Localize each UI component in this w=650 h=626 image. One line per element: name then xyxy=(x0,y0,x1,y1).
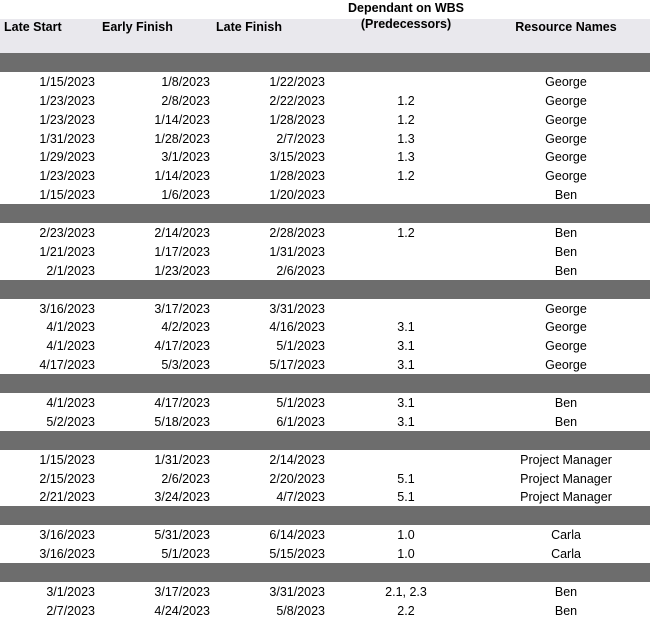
cell-dependant: 5.1 xyxy=(397,471,415,486)
cell-late-finish: 3/31/2023 xyxy=(269,301,325,316)
cell-resource-name: Ben xyxy=(554,263,578,278)
group-separator-row xyxy=(0,431,650,450)
cell-dependant: 3.1 xyxy=(397,396,415,411)
table-row xyxy=(0,544,650,563)
table-row xyxy=(0,582,650,601)
cell-early-finish: 4/2/2023 xyxy=(161,320,210,335)
cell-early-finish: 1/28/2023 xyxy=(154,131,210,146)
table-row xyxy=(0,185,650,204)
column-header-resource-names: Resource Names xyxy=(515,20,617,34)
cell-resource-name: Project Manager xyxy=(520,452,612,467)
cell-resource-name: Ben xyxy=(554,603,578,618)
cell-resource-name: Ben xyxy=(554,244,578,259)
cell-dependant: 1.2 xyxy=(397,93,415,108)
cell-late-finish: 3/31/2023 xyxy=(269,584,325,599)
cell-late-finish: 2/28/2023 xyxy=(269,226,325,241)
cell-early-finish: 1/14/2023 xyxy=(154,112,210,127)
cell-dependant: 3.1 xyxy=(397,358,415,373)
table-row xyxy=(0,393,650,412)
cell-early-finish: 5/3/2023 xyxy=(161,358,210,373)
column-header-late-finish: Late Finish xyxy=(216,20,282,34)
cell-late-start: 3/16/2023 xyxy=(39,301,95,316)
cell-late-finish: 3/15/2023 xyxy=(269,150,325,165)
column-header-early-finish: Early Finish xyxy=(102,20,173,34)
table-row xyxy=(0,261,650,280)
cell-late-start: 2/1/2023 xyxy=(46,263,95,278)
cell-late-finish: 5/8/2023 xyxy=(276,603,325,618)
table-row xyxy=(0,525,650,544)
group-separator-row xyxy=(0,204,650,223)
cell-late-finish: 1/28/2023 xyxy=(269,169,325,184)
cell-resource-name: Ben xyxy=(554,188,578,203)
cell-early-finish: 5/31/2023 xyxy=(154,528,210,543)
cell-resource-name: George xyxy=(545,112,587,127)
cell-resource-name: George xyxy=(545,169,587,184)
table-row xyxy=(0,317,650,336)
table-row xyxy=(0,72,650,91)
cell-late-start: 3/1/2023 xyxy=(46,584,95,599)
cell-late-start: 3/16/2023 xyxy=(39,528,95,543)
cell-resource-name: Ben xyxy=(554,226,578,241)
cell-resource-name: Ben xyxy=(554,584,578,599)
cell-dependant: 5.1 xyxy=(397,490,415,505)
cell-late-finish: 5/17/2023 xyxy=(269,358,325,373)
table-row xyxy=(0,166,650,185)
cell-late-finish: 4/7/2023 xyxy=(276,490,325,505)
cell-resource-name: George xyxy=(545,320,587,335)
cell-dependant: 2.2 xyxy=(397,603,415,618)
cell-late-start: 4/1/2023 xyxy=(46,339,95,354)
cell-dependant: 1.0 xyxy=(397,528,415,543)
cell-resource-name: Ben xyxy=(554,396,578,411)
table-row xyxy=(0,147,650,166)
column-header-late-start: Late Start xyxy=(4,20,62,34)
cell-late-finish: 2/7/2023 xyxy=(276,131,325,146)
cell-late-start: 4/1/2023 xyxy=(46,320,95,335)
cell-late-finish: 2/22/2023 xyxy=(269,93,325,108)
cell-dependant: 1.3 xyxy=(397,131,415,146)
cell-dependant: 1.0 xyxy=(397,547,415,562)
cell-resource-name: George xyxy=(545,93,587,108)
group-separator-row xyxy=(0,280,650,299)
cell-late-start: 1/23/2023 xyxy=(39,112,95,127)
cell-early-finish: 3/17/2023 xyxy=(154,301,210,316)
cell-late-start: 1/23/2023 xyxy=(39,169,95,184)
cell-late-finish: 2/20/2023 xyxy=(269,471,325,486)
cell-early-finish: 3/1/2023 xyxy=(161,150,210,165)
cell-resource-name: George xyxy=(545,339,587,354)
cell-late-finish: 4/16/2023 xyxy=(269,320,325,335)
cell-early-finish: 4/17/2023 xyxy=(154,396,210,411)
cell-early-finish: 1/8/2023 xyxy=(161,74,210,89)
cell-late-finish: 5/1/2023 xyxy=(276,339,325,354)
cell-late-finish: 5/1/2023 xyxy=(276,396,325,411)
cell-late-finish: 2/14/2023 xyxy=(269,452,325,467)
cell-early-finish: 1/23/2023 xyxy=(154,263,210,278)
cell-late-start: 1/15/2023 xyxy=(39,188,95,203)
cell-early-finish: 1/14/2023 xyxy=(154,169,210,184)
cell-dependant: 1.2 xyxy=(397,226,415,241)
table-row xyxy=(0,487,650,506)
cell-late-start: 2/21/2023 xyxy=(39,490,95,505)
table-row xyxy=(0,355,650,374)
table-row xyxy=(0,223,650,242)
cell-late-start: 5/2/2023 xyxy=(46,414,95,429)
cell-early-finish: 1/31/2023 xyxy=(154,452,210,467)
cell-resource-name: Project Manager xyxy=(520,490,612,505)
cell-late-start: 1/31/2023 xyxy=(39,131,95,146)
column-header-dependant xyxy=(340,0,472,32)
table-row xyxy=(0,242,650,261)
cell-late-finish: 1/31/2023 xyxy=(269,244,325,259)
table-row xyxy=(0,129,650,148)
cell-resource-name: George xyxy=(545,358,587,373)
cell-early-finish: 2/8/2023 xyxy=(161,93,210,108)
cell-late-start: 1/21/2023 xyxy=(39,244,95,259)
cell-resource-name: Carla xyxy=(551,547,581,562)
cell-early-finish: 3/24/2023 xyxy=(154,490,210,505)
cell-dependant: 3.1 xyxy=(397,414,415,429)
cell-early-finish: 4/24/2023 xyxy=(154,603,210,618)
cell-late-finish: 1/22/2023 xyxy=(269,74,325,89)
table-row xyxy=(0,412,650,431)
table-row xyxy=(0,601,650,620)
cell-dependant: 2.1, 2.3 xyxy=(385,584,427,599)
cell-resource-name: George xyxy=(545,131,587,146)
cell-dependant: 1.2 xyxy=(397,169,415,184)
table-row xyxy=(0,299,650,318)
cell-late-start: 1/15/2023 xyxy=(39,74,95,89)
cell-late-start: 3/16/2023 xyxy=(39,547,95,562)
column-header-dependant-line1: Dependant on WBS xyxy=(348,1,464,15)
table-row xyxy=(0,336,650,355)
cell-resource-name: Project Manager xyxy=(520,471,612,486)
cell-early-finish: 2/6/2023 xyxy=(161,471,210,486)
cell-dependant: 1.3 xyxy=(397,150,415,165)
cell-resource-name: George xyxy=(545,150,587,165)
table-row xyxy=(0,91,650,110)
group-separator-row xyxy=(0,374,650,393)
cell-dependant: 1.2 xyxy=(397,112,415,127)
cell-late-finish: 2/6/2023 xyxy=(276,263,325,278)
cell-late-start: 1/29/2023 xyxy=(39,150,95,165)
cell-dependant: 3.1 xyxy=(397,339,415,354)
cell-late-finish: 6/1/2023 xyxy=(276,414,325,429)
group-separator-row xyxy=(0,506,650,525)
table-row xyxy=(0,450,650,469)
cell-late-start: 2/23/2023 xyxy=(39,226,95,241)
cell-late-finish: 6/14/2023 xyxy=(269,528,325,543)
cell-resource-name: George xyxy=(545,74,587,89)
cell-late-start: 4/1/2023 xyxy=(46,396,95,411)
cell-early-finish: 4/17/2023 xyxy=(154,339,210,354)
cell-resource-name: Carla xyxy=(551,528,581,543)
cell-early-finish: 3/17/2023 xyxy=(154,584,210,599)
cell-dependant: 3.1 xyxy=(397,320,415,335)
cell-early-finish: 5/18/2023 xyxy=(154,414,210,429)
cell-resource-name: George xyxy=(545,301,587,316)
column-header-dependant-line2: (Predecessors) xyxy=(360,17,452,31)
cell-late-start: 2/7/2023 xyxy=(46,603,95,618)
cell-late-start: 1/15/2023 xyxy=(39,452,95,467)
table-body xyxy=(0,53,650,620)
cell-early-finish: 5/1/2023 xyxy=(161,547,210,562)
cell-early-finish: 2/14/2023 xyxy=(154,226,210,241)
cell-early-finish: 1/17/2023 xyxy=(154,244,210,259)
cell-early-finish: 1/6/2023 xyxy=(161,188,210,203)
cell-late-finish: 5/15/2023 xyxy=(269,547,325,562)
group-separator-row xyxy=(0,53,650,72)
table-row xyxy=(0,469,650,488)
cell-late-start: 4/17/2023 xyxy=(39,358,95,373)
table-row xyxy=(0,110,650,129)
cell-late-finish: 1/28/2023 xyxy=(269,112,325,127)
cell-late-start: 1/23/2023 xyxy=(39,93,95,108)
cell-late-finish: 1/20/2023 xyxy=(269,188,325,203)
group-separator-row xyxy=(0,563,650,582)
cell-resource-name: Ben xyxy=(554,414,578,429)
cell-late-start: 2/15/2023 xyxy=(39,471,95,486)
